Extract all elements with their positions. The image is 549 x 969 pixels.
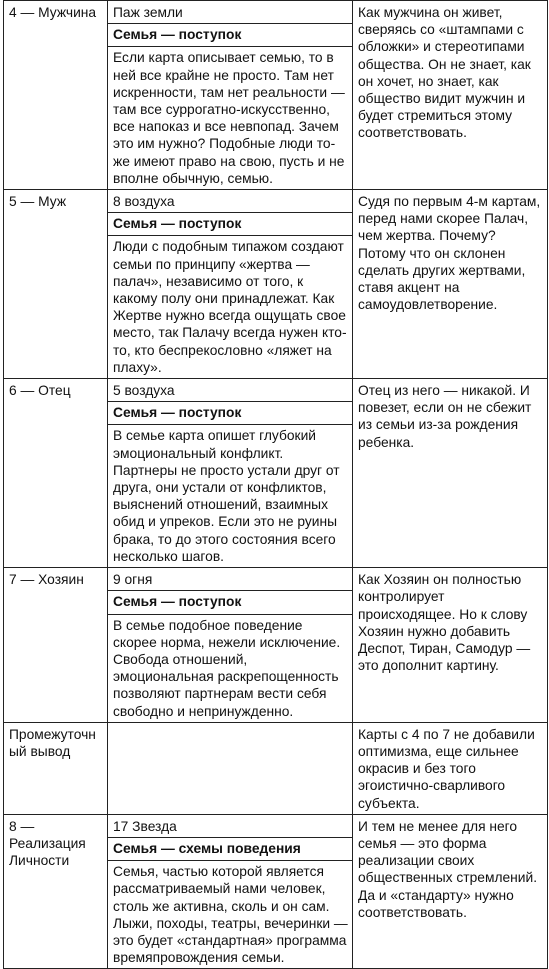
card-name: Паж земли	[113, 5, 183, 20]
card-cell	[108, 379, 353, 568]
card-subtitle: Семья — поступок	[108, 401, 352, 424]
comment-cell: Как мужчина он живет, сверяясь со «штампами с обложки» и стереотипами общества. Он не знает, как он хочет, но знает, как общество видит мужчин и будет стремиться этому соответствовать.	[353, 1, 548, 190]
position-cell: 7 — Хозяин	[4, 568, 108, 723]
comment-cell: Судя по первым 4-м картам, перед нами скорее Палач, чем жертва. Почему? Потому что он склонен сделать других жертвами, ставя акцент на самоудовлетворение.	[353, 190, 548, 379]
card-name: 5 воздуха	[113, 383, 175, 399]
card-description: В семье подобное поведение скорее норма, нежели исключение. Свобода отношений, эмоциональная раскрепощенность позволяют партнерам вести себя свободно и непринужденно.	[108, 614, 352, 720]
card-name: 8 воздуха	[113, 194, 175, 210]
card-description: В семье карта опишет глубокий эмоциональный конфликт. Партнеры не просто устали друг от друга, они устали от конфликтов, выяснений отношений, взаимных обид и упреков. Если это не руины брака, то до этого состояния всего несколько шагов.	[108, 424, 352, 565]
card-name: 17 Звезда	[113, 818, 177, 834]
card-description: Семья, частью которой является рассматриваемый нами человек, столь же активна, сколь и он сам. Лыжи, походы, театры, вечеринки — это будет «стандартная» программа времяпровождения семьи.	[108, 860, 352, 966]
tarot-interpretation-table	[3, 0, 548, 969]
card-subtitle: Семья — поступок	[108, 590, 352, 613]
table-row	[4, 568, 548, 723]
comment-cell: Карты с 4 по 7 не добавили оптимизма, еще сильнее окрасив и без того эгоистично-сварливого субъекта.	[353, 722, 548, 814]
card-subtitle: Семья — поступок	[108, 212, 352, 235]
card-cell	[108, 722, 353, 814]
comment-cell: Как Хозяин он полностью контролирует происходящее. Но к слову Хозяин нужно добавить Деспот, Тиран, Самодур — это дополнит картину.	[353, 568, 548, 723]
card-name: 9 огня	[113, 572, 153, 588]
card-cell	[108, 1, 353, 190]
card-cell	[108, 814, 353, 969]
comment-cell: И тем не менее для него семья — это форма реализации своих общественных стремлений. Да и «стандарту» нужно соответствовать.	[353, 814, 548, 969]
card-description: Если карта описывает семью, то в ней все крайне не просто. Там нет искренности, там нет реальности — там все суррогатно-искусственно, все напоказ и все невпопад. Зачем это им нужно? Подобные люди то-же имеют право на свою, пусть и не вполне обычную, семью.	[108, 46, 352, 187]
card-description: Люди с подобным типажом создают семьи по принципу «жертва — палач», независимо от того, к какому полу они принадлежат. Как Жертве нужно всегда ощущать свое место, так Палачу всегда нужен кто-то, кто беспрекословно «ляжет на плаху».	[108, 235, 352, 376]
table-row	[4, 379, 548, 568]
table-row	[4, 1, 548, 190]
position-cell: Промежуточный вывод	[4, 722, 108, 814]
table-row	[4, 190, 548, 379]
position-cell: 6 — Отец	[4, 379, 108, 568]
table-row	[4, 814, 548, 969]
table-row	[4, 722, 548, 814]
card-cell	[108, 190, 353, 379]
card-subtitle: Семья — схемы поведения	[108, 837, 352, 860]
position-cell: 5 — Муж	[4, 190, 108, 379]
position-cell: 8 — Реализация Личности	[4, 814, 108, 969]
comment-cell: Отец из него — никакой. И повезет, если он не сбежит из семьи из-за рождения ребенка.	[353, 379, 548, 568]
card-subtitle: Семья — поступок	[108, 23, 352, 46]
position-cell: 4 — Мужчина	[4, 1, 108, 190]
card-cell	[108, 568, 353, 723]
